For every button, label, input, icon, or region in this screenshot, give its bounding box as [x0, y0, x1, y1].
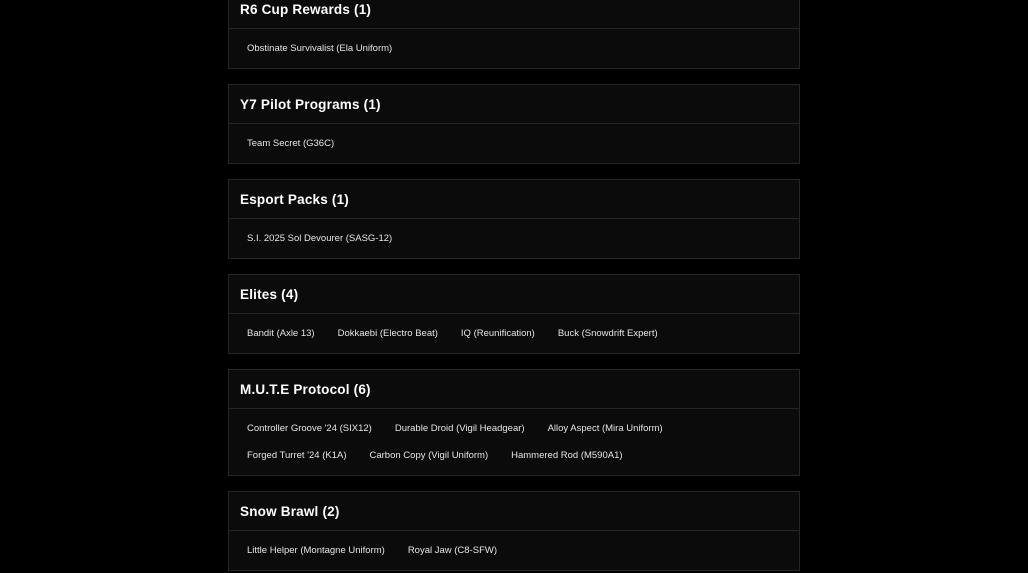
- section-items: [229, 531, 799, 570]
- list-item[interactable]: Hammered Rod (M590A1): [511, 450, 623, 461]
- list-item[interactable]: Forged Turret '24 (K1A): [247, 450, 347, 461]
- section-r6-cup-rewards: [228, 0, 800, 69]
- list-item[interactable]: Durable Droid (Vigil Headgear): [394, 423, 525, 434]
- section-header: [229, 275, 799, 314]
- list-item[interactable]: IQ (Reunification): [460, 328, 535, 339]
- section-header: [229, 85, 799, 124]
- section-y7-pilot-programs: [228, 84, 800, 164]
- section-header: [229, 180, 799, 219]
- section-title: R6 Cup Rewards (1): [240, 1, 372, 17]
- list-item[interactable]: Controller Groove '24 (SIX12): [247, 423, 372, 434]
- section-title: Snow Brawl (2): [240, 503, 340, 519]
- list-item[interactable]: Team Secret (G36C): [247, 138, 335, 149]
- list-item[interactable]: Carbon Copy (Vigil Uniform): [369, 450, 489, 461]
- section-esport-packs: [228, 179, 800, 259]
- section-title: Esport Packs (1): [240, 191, 349, 207]
- list-item[interactable]: Buck (Snowdrift Expert): [557, 328, 658, 339]
- list-item[interactable]: Dokkaebi (Electro Beat): [337, 328, 438, 339]
- list-item[interactable]: Little Helper (Montagne Uniform): [247, 545, 385, 556]
- section-items: [229, 124, 799, 163]
- section-title: M.U.T.E Protocol (6): [240, 381, 371, 397]
- section-title: Elites (4): [240, 286, 299, 302]
- section-title: Y7 Pilot Programs (1): [240, 96, 381, 112]
- section-mute-protocol: [228, 369, 800, 476]
- section-header: [229, 370, 799, 409]
- section-items: [229, 314, 799, 353]
- list-item[interactable]: S.I. 2025 Sol Devourer (SASG-12): [247, 233, 393, 244]
- section-header: [229, 0, 799, 29]
- section-items: [229, 29, 799, 68]
- list-item[interactable]: Bandit (Axle 13): [247, 328, 315, 339]
- list-item[interactable]: Obstinate Survivalist (Ela Uniform): [247, 43, 393, 54]
- collection-list: [228, 0, 800, 573]
- section-elites: [228, 274, 800, 354]
- section-header: [229, 492, 799, 531]
- section-items: [229, 409, 799, 475]
- section-items: [229, 219, 799, 258]
- list-item[interactable]: Alloy Aspect (Mira Uniform): [547, 423, 663, 434]
- list-item[interactable]: Royal Jaw (C8-SFW): [407, 545, 498, 556]
- section-snow-brawl: [228, 491, 800, 571]
